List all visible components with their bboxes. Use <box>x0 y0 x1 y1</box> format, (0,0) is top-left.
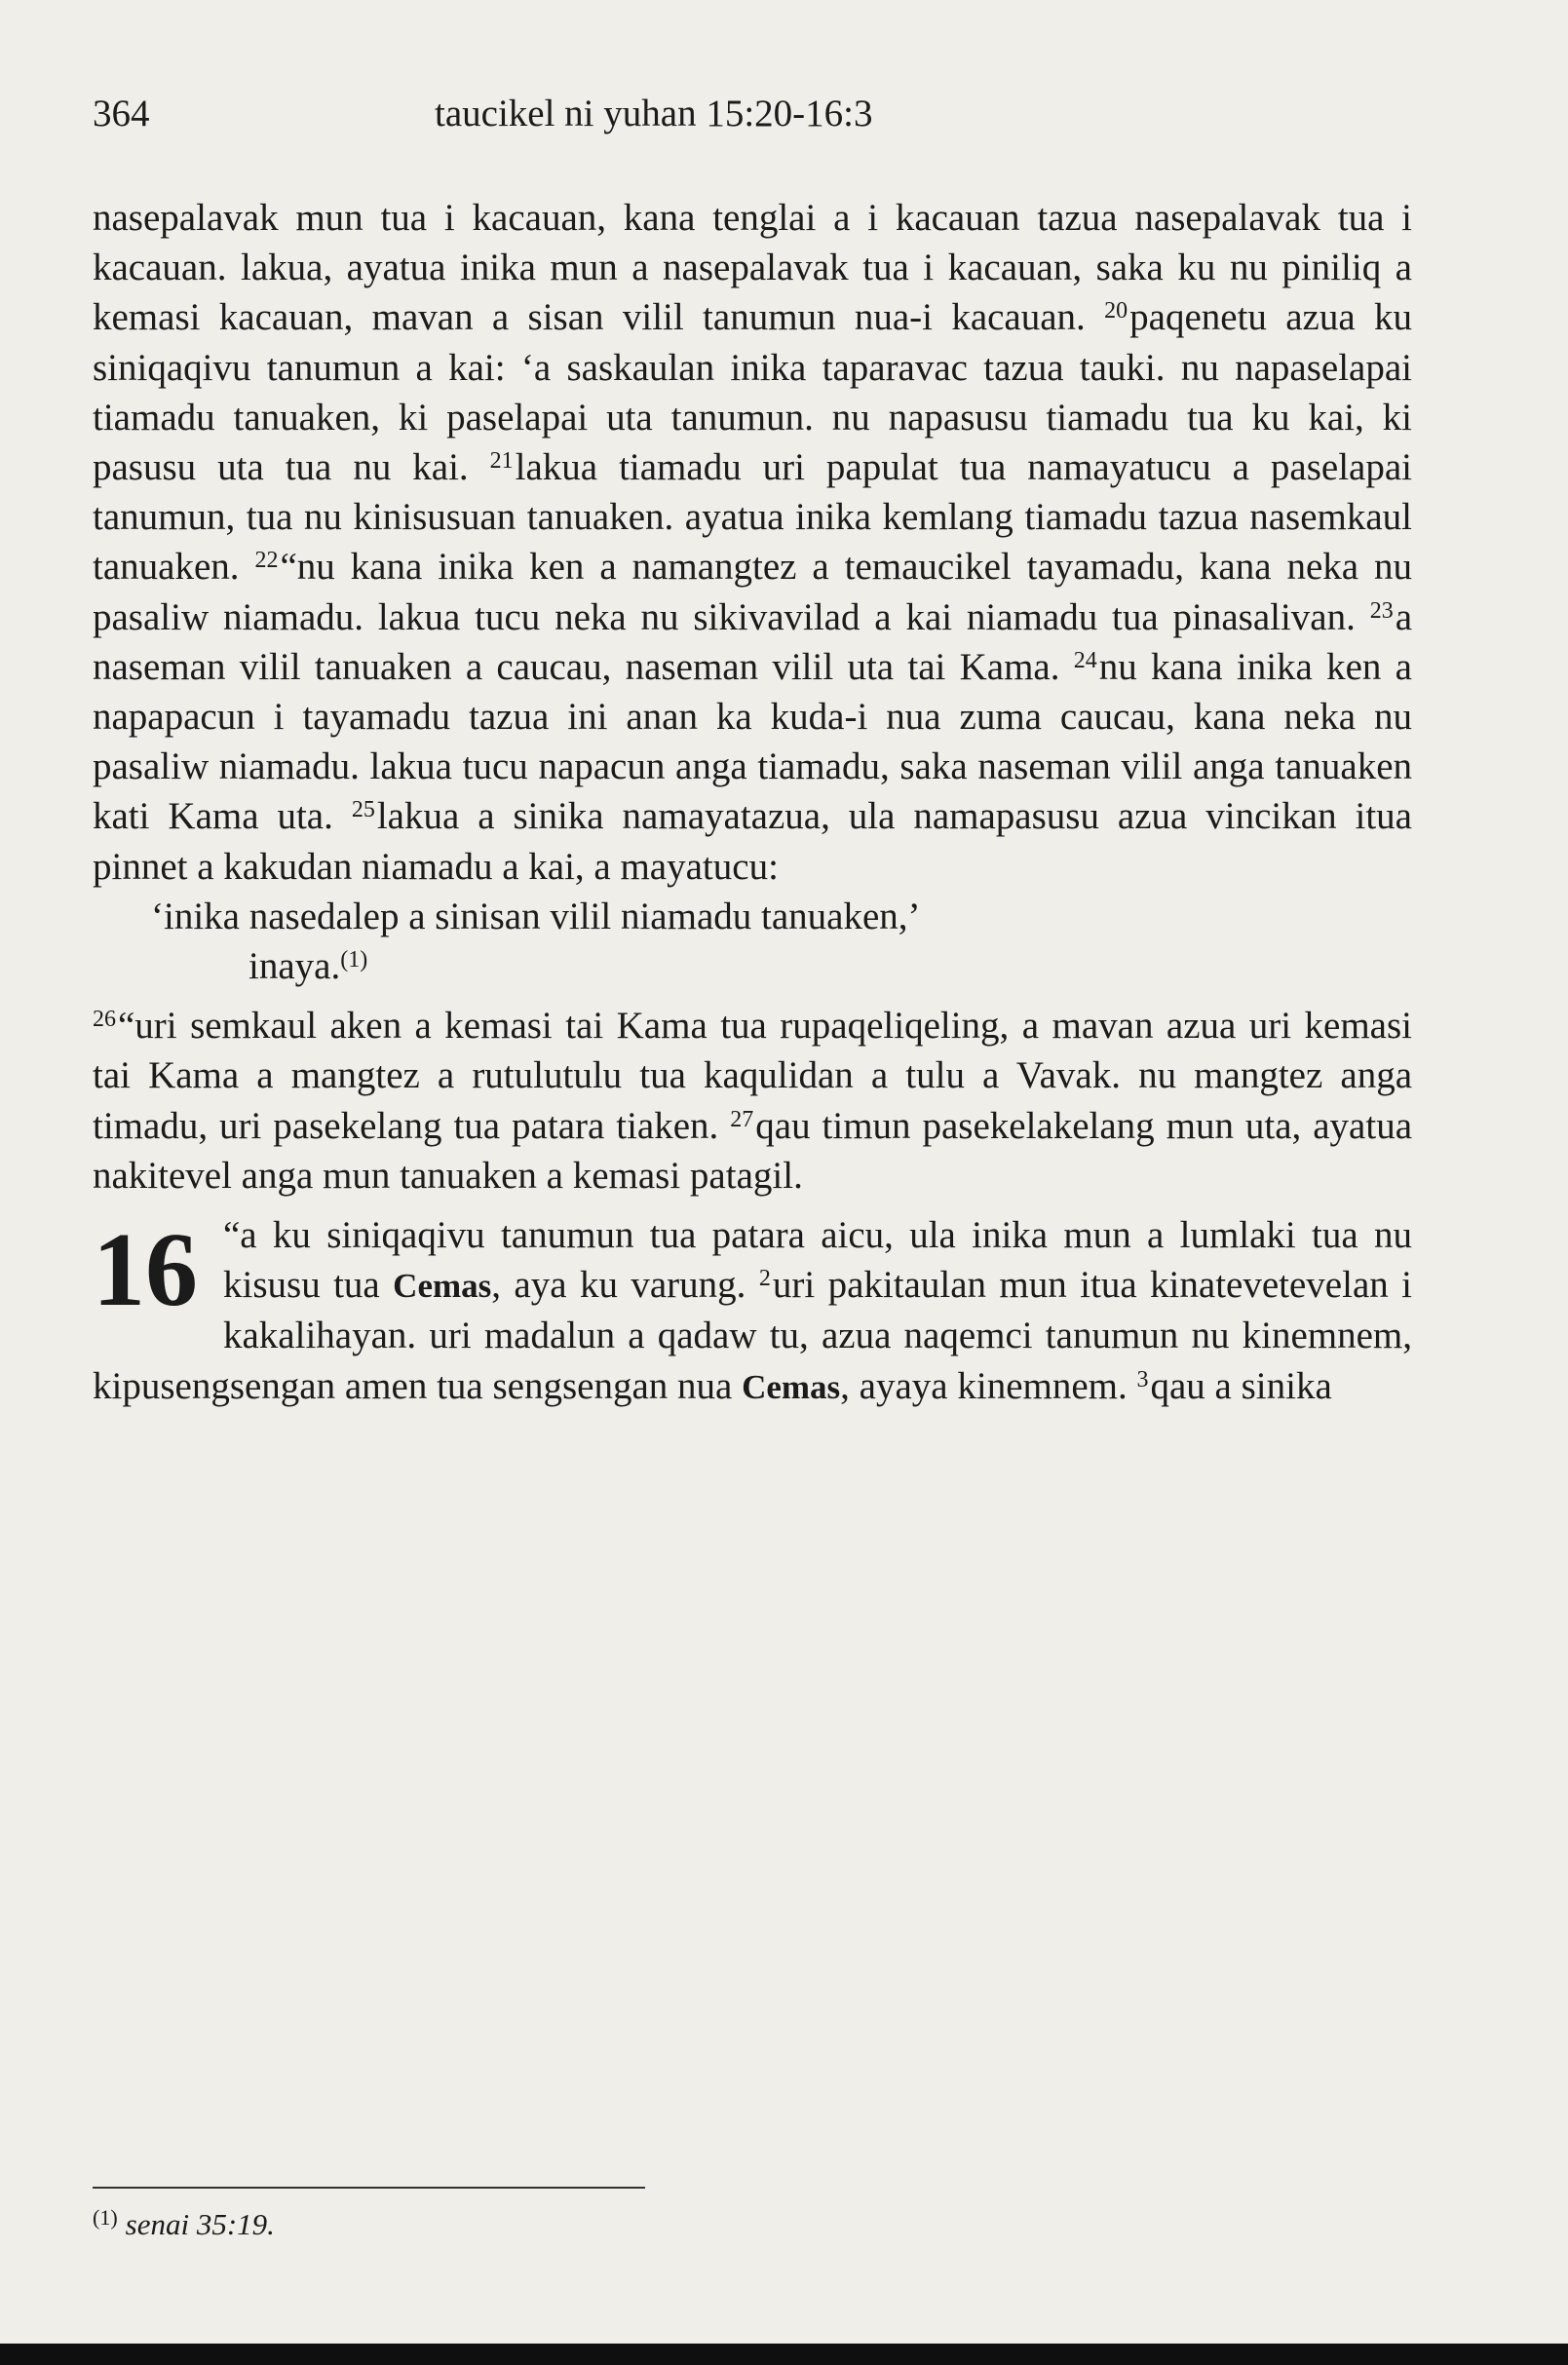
verse-number: 3 <box>1136 1366 1149 1392</box>
footnote-mark: (1) <box>93 2205 118 2230</box>
footnote-divider <box>93 2187 645 2189</box>
footnote-reference: senai 35:19. <box>125 2207 275 2241</box>
verse-number: 20 <box>1104 298 1128 324</box>
paragraph-16-1-3 <box>93 1210 1412 1412</box>
paragraph-15-19-25 <box>93 193 1412 892</box>
verse-text: lakua tiamadu uri papulat tua namayatucu a paselapai tanumun, tua nu kinisusuan tanuaken. ayatua inika kemlang tiamadu tazua nasemkaul tanuaken. <box>93 446 1413 589</box>
running-title: taucikel ni yuhan 15:20-16:3 <box>435 93 873 134</box>
verse-text: paqenetu azua ku siniqaqivu tanumun a kai: ‘a saskaulan inika taparavac tazua tauki. nu napaselapai tiamadu tanuaken, ki paselapai uta tanumun. nu napasusu tiamadu tua ku kai, ki pasusu uta tua nu kai. <box>93 296 1413 489</box>
verse-text: “a ku siniqaqivu tanumun tua patara aicu, ula inika mun a lumlaki tua nu kisusu tua <box>223 1214 1412 1307</box>
verse-text: lakua a sinika namayatazua, ula namapasusu azua vincikan itua pinnet a kakudan niamadu a kai, a mayatucu: <box>93 795 1412 888</box>
poetic-quote <box>151 892 1412 991</box>
page-number: 364 <box>93 93 150 134</box>
footnote-reference-mark[interactable]: (1) <box>340 947 368 973</box>
quote-line: ‘inika nasedalep a sinisan vilil niamadu tanuaken,’ <box>151 895 921 937</box>
verse-number: 24 <box>1073 647 1097 673</box>
verse-number: 23 <box>1369 597 1394 624</box>
scan-edge-band <box>0 2344 1568 2365</box>
verse-number: 26 <box>93 1007 116 1033</box>
verse-text: nu kana inika ken a napapacun i tayamadu tazua ini anan ka kuda-i nua zuma caucau, kana neka nu pasaliw niamadu. lakua tucu napacun anga tiamadu, saka naseman vilil anga tanuaken kati Kama uta. <box>93 645 1412 838</box>
chapter-16 <box>93 1210 1412 1412</box>
verse-text: , ayaya kinemnem. <box>840 1364 1128 1407</box>
verse-text: a naseman vilil tanuaken a caucau, naseman vilil uta tai Kama. <box>93 595 1412 688</box>
verse-text: “uri semkaul aken a kemasi tai Kama tua rupaqeliqeling, a mavan azua uri kemasi tai Kama a mangtez a rutulutulu tua kaqulidan a tulu a Vavak. nu mangtez anga timadu, uri pasekelang tua patara tiaken. <box>93 1005 1412 1147</box>
verse-number: 22 <box>254 548 279 574</box>
chapter-number: 16 <box>93 1212 198 1329</box>
verse-number: 27 <box>730 1106 754 1132</box>
verse-text: nasepalavak mun tua i kacauan, kana tenglai a i kacauan tazua nasepalavak tua i kacauan. lakua, ayatua inika mun a nasepalavak tua i kacauan, saka ku nu piniliq a kemasi kacauan, mavan a sisan vilil tanumun nua-i kacauan. <box>93 197 1412 339</box>
verse-text: , aya ku varung. <box>491 1264 746 1307</box>
proper-name: Cemas <box>742 1367 841 1406</box>
paragraph-15-26-27 <box>93 1001 1412 1201</box>
quote-line: inaya. <box>249 945 341 988</box>
verse-number: 21 <box>489 448 514 475</box>
verse-text: uri pakitaulan mun itua kinatevetevelan i kakalihayan. uri madalun a qadaw tu, azua naqemci tanumun nu kinemnem, kipusengsengan amen tua sengsengan nua <box>93 1264 1413 1407</box>
verse-number: 2 <box>758 1266 771 1292</box>
verse-text: qau timun pasekelakelang mun uta, ayatua nakitevel anga mun tanuaken a kemasi patagil. <box>93 1104 1413 1197</box>
verse-number: 25 <box>351 797 375 823</box>
verse-text: “nu kana inika ken a namangtez a temaucikel tayamadu, kana neka nu pasaliw niamadu. lakua tucu neka nu sikivavilad a kai niamadu tua pinasalivan. <box>93 546 1412 638</box>
footnote <box>93 2198 275 2244</box>
verse-text: qau a sinika <box>1150 1364 1332 1407</box>
proper-name: Cemas <box>393 1267 492 1306</box>
scripture-text <box>93 193 1412 1412</box>
